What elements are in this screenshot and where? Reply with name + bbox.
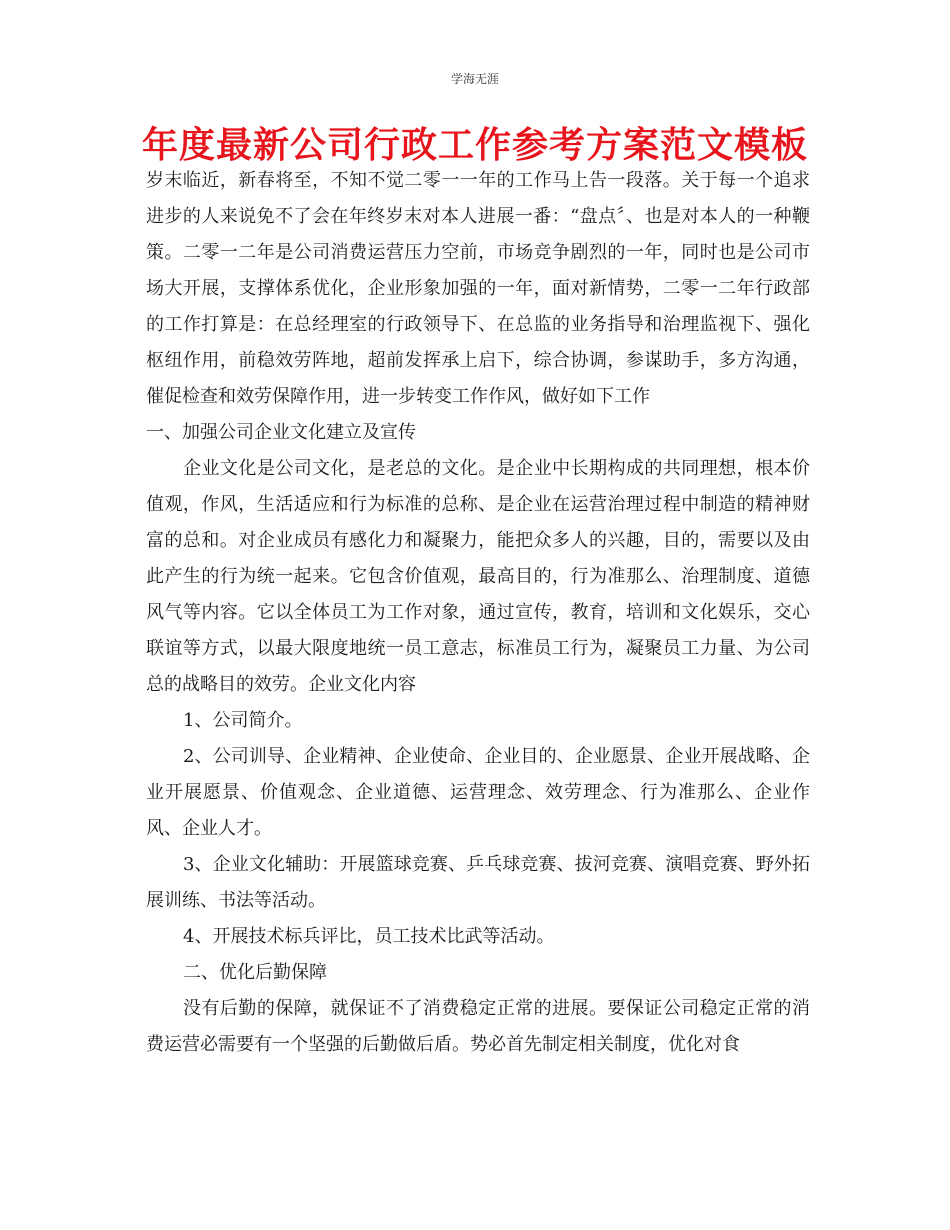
list-item-2: 2、公司训导、企业精神、企业使命、企业目的、企业愿景、企业开展战略、企业开展愿景、价值观念、企业道德、运营理念、效劳理念、行为准那么、企业作风、企业人才。	[146, 746, 810, 839]
paragraph-culture: 企业文化是公司文化，是老总的文化。是企业中长期构成的共同理想，根本价值观，作风，生活适应和行为标准的总称、是企业在运营治理过程中制造的精神财富的总和。对企业成员有感化力和凝聚力，能把众多人的兴趣，目的，需要以及由此产生的行为统一起来。它包含价值观，最高目的，行为准那么、治理制度、道德风气等内容。它以全体员工为工作对象，通过宣传，教育，培训和文化娱乐，交心联谊等方式，以最大限度地统一员工意志，标准员工行为，凝聚员工力量、为公司总的战略目的效劳。企业文化内容	[146, 458, 810, 695]
header-note: 学海无涯	[450, 72, 499, 86]
list-item-3: 3、企业文化辅助：开展篮球竞赛、乒乓球竞赛、拔河竞赛、演唱竞赛、野外拓展训练、书法等活动。	[146, 854, 810, 911]
section-heading-1: 一、加强公司企业文化建立及宣传	[146, 422, 416, 443]
list-item-4: 4、开展技术标兵评比，员工技术比武等活动。	[183, 926, 555, 947]
list-item-1: 1、公司简介。	[183, 710, 303, 731]
document-body	[146, 163, 810, 1063]
document-title: 年度最新公司行政工作参考方案范文模板	[141, 125, 808, 166]
paragraph-logistics: 没有后勤的保障，就保证不了消费稳定正常的进展。要保证公司稳定正常的消费运营必需要有一个坚强的后勤做后盾。势必首先制定相关制度，优化对食	[146, 998, 810, 1055]
section-heading-2: 二、优化后勤保障	[183, 962, 327, 983]
paragraph-intro: 岁末临近，新春将至，不知不觉二零一一年的工作马上告一段落。关于每一个追求进步的人来说免不了会在年终岁末对本人进展一番：“盘点〞、也是对本人的一种鞭策。二零一二年是公司消费运营压力空前，市场竞争剧烈的一年，同时也是公司市场大开展，支撑体系优化，企业形象加强的一年，面对新情势，二零一二年行政部的工作打算是：在总经理室的行政领导下、在总监的业务指导和治理监视下、强化枢纽作用，前稳效劳阵地，超前发挥承上启下，综合协调，参谋助手，多方沟通，催促检查和效劳保障作用，进一步转变工作作风，做好如下工作	[146, 170, 810, 407]
